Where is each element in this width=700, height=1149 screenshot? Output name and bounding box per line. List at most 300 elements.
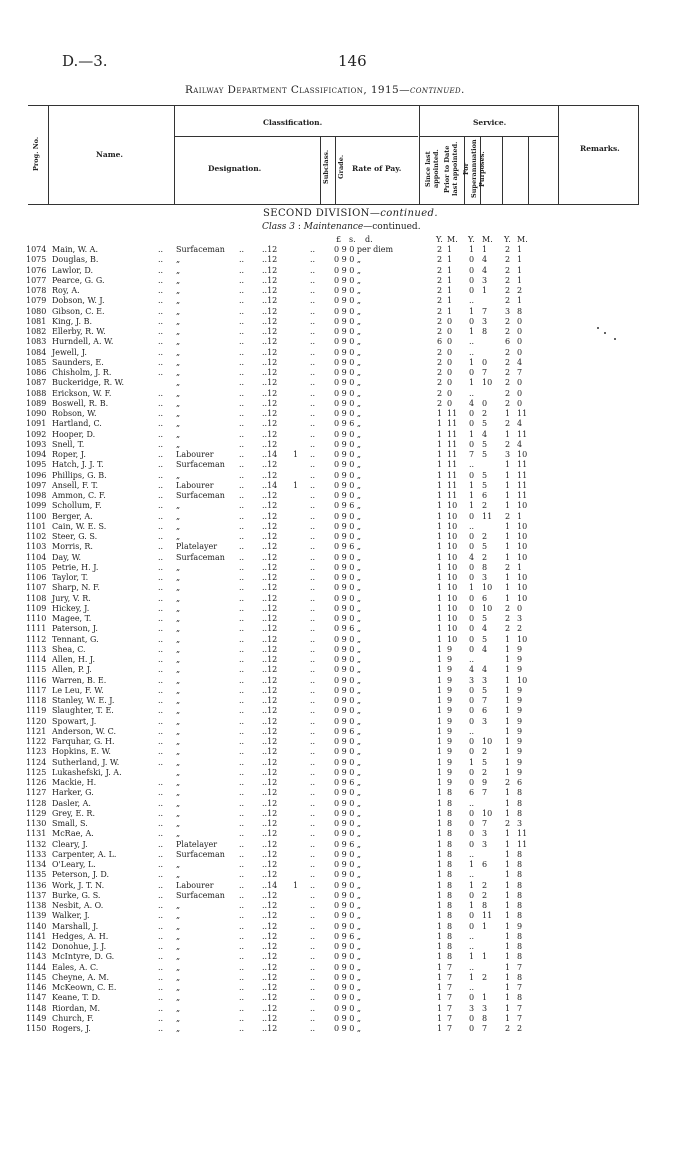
table-row xyxy=(0,286,700,296)
table-row xyxy=(0,1004,700,1014)
super-months: 10 xyxy=(517,542,528,552)
rate-of-pay: 0 9 6 „ xyxy=(334,839,362,849)
leader-dots: .. xyxy=(158,901,164,910)
prior-months: 7 xyxy=(482,819,488,828)
designation: „ xyxy=(176,501,181,511)
employee-name: Sutherland, J. W. xyxy=(52,757,120,767)
since-months: 7 xyxy=(447,983,453,992)
leader-dots: .. xyxy=(310,491,316,500)
since-months: 0 xyxy=(447,357,453,367)
rate-of-pay: 0 9 0 „ xyxy=(334,398,362,408)
super-months: 11 xyxy=(517,460,528,470)
prog-no: 1104 xyxy=(26,552,47,562)
prior-months: 3 xyxy=(482,573,488,582)
leader-dots: .. xyxy=(310,429,316,439)
rate-of-pay: 0 9 0 „ xyxy=(334,552,362,562)
since-years: 1 xyxy=(437,1024,443,1033)
leader-dots: .. xyxy=(158,778,164,787)
super-years: 1 xyxy=(505,993,511,1003)
prog-no: 1105 xyxy=(26,562,47,572)
since-years: 1 xyxy=(437,819,443,828)
leader-dots: .. xyxy=(239,665,245,675)
employee-name: Hopkins, E. W. xyxy=(52,747,111,757)
employee-name: Lawlor, D. xyxy=(52,265,94,275)
prior-months: 5 xyxy=(482,757,488,767)
table-row xyxy=(0,266,700,276)
prior-years: 7 xyxy=(469,450,475,459)
leader-dots: .. xyxy=(158,327,164,336)
super-years: 1 xyxy=(505,685,511,695)
designation: „ xyxy=(176,603,181,613)
leader-dots: .. xyxy=(158,1003,164,1013)
employee-name: Erickson, W. F. xyxy=(52,388,112,398)
super-years: 2 xyxy=(505,614,511,623)
super-months: 10 xyxy=(517,634,528,644)
leader-dots: .. xyxy=(310,901,316,910)
super-months: 11 xyxy=(517,829,528,839)
since-years: 1 xyxy=(437,972,443,982)
super-months: 10 xyxy=(517,521,528,531)
super-years: 2 xyxy=(505,419,511,429)
subclass: ..12 xyxy=(262,644,278,654)
super-months: 9 xyxy=(517,921,523,931)
super-years: 1 xyxy=(505,542,511,552)
prior-years: 0 xyxy=(469,921,475,931)
since-years: 1 xyxy=(437,439,443,449)
leader-dots: .. xyxy=(239,685,245,695)
super-years: 2 xyxy=(505,1024,511,1033)
leader-dots: .. xyxy=(158,245,164,254)
prior-years: .. xyxy=(469,655,475,664)
since-months: 11 xyxy=(447,409,458,418)
prior-months: 2 xyxy=(482,890,488,900)
super-months: 3 xyxy=(517,614,523,623)
super-months: 9 xyxy=(517,665,523,675)
leader-dots: .. xyxy=(239,286,245,295)
leader-dots: .. xyxy=(310,562,316,572)
subclass: ..12 xyxy=(262,552,278,562)
employee-name: Hooper, D. xyxy=(52,429,96,439)
prior-years: 1 xyxy=(469,952,475,962)
designation: „ xyxy=(176,296,181,306)
col-grade: Grade. xyxy=(337,154,345,180)
prior-years: .. xyxy=(469,962,475,972)
leader-dots: .. xyxy=(239,378,245,388)
leader-dots: .. xyxy=(158,921,164,931)
leader-dots: .. xyxy=(310,757,316,767)
prior-years: 0 xyxy=(469,419,475,429)
prior-months: 4 xyxy=(482,624,488,634)
subclass: ..12 xyxy=(262,603,278,613)
document-code: D.—3. xyxy=(62,52,108,70)
employee-name: Main, W. A. xyxy=(52,245,98,254)
prior-years: 0 xyxy=(469,286,475,295)
prior-years: .. xyxy=(469,460,475,470)
designation: „ xyxy=(176,655,181,664)
rate-of-pay: 0 9 0 „ xyxy=(334,357,362,367)
rate-of-pay: 0 9 0 „ xyxy=(334,860,362,869)
rate-of-pay: 0 9 0 „ xyxy=(334,901,362,910)
employee-name: Berger, A. xyxy=(52,511,93,521)
leader-dots: .. xyxy=(158,972,164,982)
prog-no: 1106 xyxy=(26,573,47,582)
super-months: 10 xyxy=(517,532,528,541)
table-row xyxy=(0,419,700,429)
super-years: 1 xyxy=(505,655,511,664)
super-years: 1 xyxy=(505,532,511,541)
prior-years: 0 xyxy=(469,1013,475,1023)
prog-no: 1075 xyxy=(26,255,47,265)
table-row xyxy=(0,737,700,747)
prior-months: 7 xyxy=(482,306,488,316)
super-months: 7 xyxy=(517,983,523,992)
since-years: 1 xyxy=(437,675,443,685)
employee-name: Small, S. xyxy=(52,819,88,828)
since-months: 10 xyxy=(447,593,458,603)
rate-of-pay: 0 9 0 „ xyxy=(334,562,362,572)
designation: „ xyxy=(176,1013,181,1023)
employee-name: Jury, V. R. xyxy=(52,593,91,603)
leader-dots: .. xyxy=(158,737,164,746)
subclass: ..12 xyxy=(262,634,278,644)
designation: „ xyxy=(176,962,181,972)
unit-y3: Y. xyxy=(504,235,511,244)
super-months: 10 xyxy=(517,450,528,459)
super-months: 0 xyxy=(517,327,523,336)
since-months: 10 xyxy=(447,603,458,613)
subclass: ..12 xyxy=(262,532,278,541)
class-continued: —continued. xyxy=(363,222,421,232)
unit-pounds: £ xyxy=(336,235,342,244)
division-heading xyxy=(263,208,438,219)
super-months: 0 xyxy=(517,398,523,408)
table-row xyxy=(0,563,700,573)
employee-name: Keane, T. D. xyxy=(52,993,101,1003)
prior-years: 1 xyxy=(469,757,475,767)
subclass: ..12 xyxy=(262,255,278,265)
subclass: ..14 xyxy=(262,880,278,890)
super-months: 8 xyxy=(517,860,523,869)
subclass: ..12 xyxy=(262,675,278,685)
leader-dots: .. xyxy=(310,890,316,900)
prog-no: 1150 xyxy=(26,1024,47,1033)
prog-no: 1127 xyxy=(26,788,47,798)
leader-dots: .. xyxy=(158,665,164,675)
since-months: 0 xyxy=(447,398,453,408)
unit-shillings: s. xyxy=(349,235,356,244)
leader-dots: .. xyxy=(310,911,316,921)
page-title xyxy=(185,84,465,96)
super-years: 1 xyxy=(505,962,511,972)
since-years: 1 xyxy=(437,552,443,562)
table-row xyxy=(0,471,700,481)
leader-dots: .. xyxy=(158,644,164,654)
super-years: 1 xyxy=(505,952,511,962)
super-months: 0 xyxy=(517,316,523,326)
rate-of-pay: 0 9 0 „ xyxy=(334,583,362,593)
leader-dots: .. xyxy=(310,409,316,418)
leader-dots: .. xyxy=(158,860,164,869)
rate-of-pay: 0 9 0 „ xyxy=(334,378,362,388)
employee-name: Nesbit, A. O. xyxy=(52,901,104,910)
since-months: 7 xyxy=(447,962,453,972)
prior-months: 7 xyxy=(482,788,488,798)
leader-dots: .. xyxy=(239,675,245,685)
prog-no: 1115 xyxy=(26,665,47,675)
table-row xyxy=(0,952,700,962)
super-years: 3 xyxy=(505,450,511,459)
prog-no: 1149 xyxy=(26,1013,47,1023)
prior-years: 1 xyxy=(469,306,475,316)
leader-dots: .. xyxy=(310,296,316,306)
since-months: 8 xyxy=(447,901,453,910)
since-months: 8 xyxy=(447,911,453,921)
super-years: 1 xyxy=(505,849,511,859)
designation: „ xyxy=(176,829,181,839)
prog-no: 1112 xyxy=(26,634,47,644)
prog-no: 1141 xyxy=(26,931,47,941)
designation: Surfaceman xyxy=(176,849,225,859)
super-years: 2 xyxy=(505,245,511,254)
since-months: 10 xyxy=(447,532,458,541)
designation: „ xyxy=(176,726,181,736)
since-years: 2 xyxy=(437,316,443,326)
subclass: ..12 xyxy=(262,398,278,408)
prior-months: 10 xyxy=(482,583,493,593)
subclass: ..12 xyxy=(262,685,278,695)
subclass: ..12 xyxy=(262,972,278,982)
designation: „ xyxy=(176,901,181,910)
employee-name: Cain, W. E. S. xyxy=(52,521,107,531)
subclass: ..12 xyxy=(262,429,278,439)
subclass: ..12 xyxy=(262,860,278,869)
prior-months: 4 xyxy=(482,665,488,675)
subclass: ..12 xyxy=(262,409,278,418)
super-months: 0 xyxy=(517,388,523,398)
since-years: 1 xyxy=(437,870,443,880)
since-months: 0 xyxy=(447,337,453,347)
super-months: 0 xyxy=(517,603,523,613)
prior-years: .. xyxy=(469,388,475,398)
class-label: Class 3 xyxy=(262,222,295,232)
employee-name: Dasler, A. xyxy=(52,798,91,808)
leader-dots: .. xyxy=(158,480,164,490)
table-row xyxy=(0,1014,700,1024)
prior-months: 2 xyxy=(482,767,488,777)
subclass: ..12 xyxy=(262,501,278,511)
table-row xyxy=(0,378,700,388)
leader-dots: .. xyxy=(239,245,245,254)
leader-dots: .. xyxy=(239,470,245,480)
leader-dots: .. xyxy=(310,644,316,654)
since-years: 1 xyxy=(437,931,443,941)
since-years: 1 xyxy=(437,737,443,746)
table-row xyxy=(0,758,700,768)
leader-dots: .. xyxy=(310,685,316,695)
leader-dots: .. xyxy=(310,450,316,459)
prior-years: .. xyxy=(469,798,475,808)
table-row xyxy=(0,881,700,891)
designation: „ xyxy=(176,1024,181,1033)
prog-no: 1121 xyxy=(26,726,47,736)
prior-years: 0 xyxy=(469,839,475,849)
employee-name: Petrie, H. J. xyxy=(52,562,99,572)
designation: „ xyxy=(176,583,181,593)
since-months: 1 xyxy=(447,296,453,306)
employee-name: Morris, R. xyxy=(52,542,93,552)
prog-no: 1096 xyxy=(26,470,47,480)
leader-dots: .. xyxy=(158,532,164,541)
designation: Platelayer xyxy=(176,839,218,849)
leader-dots: .. xyxy=(310,357,316,367)
designation: „ xyxy=(176,634,181,644)
super-years: 1 xyxy=(505,480,511,490)
since-years: 6 xyxy=(437,337,443,347)
leader-dots: .. xyxy=(239,808,245,818)
rate-of-pay: 0 9 6 „ xyxy=(334,542,362,552)
super-months: 10 xyxy=(517,583,528,593)
prior-months: 4 xyxy=(482,255,488,265)
designation: „ xyxy=(176,337,181,347)
super-months: 10 xyxy=(517,573,528,582)
prog-no: 1147 xyxy=(26,993,47,1003)
leader-dots: .. xyxy=(310,962,316,972)
leader-dots: .. xyxy=(158,521,164,531)
leader-dots: .. xyxy=(310,737,316,746)
since-months: 10 xyxy=(447,634,458,644)
leader-dots: .. xyxy=(158,450,164,459)
grade: 1 xyxy=(293,480,299,490)
since-months: 8 xyxy=(447,870,453,880)
prior-years: 6 xyxy=(469,788,475,798)
prior-months: 6 xyxy=(482,706,488,716)
leader-dots: .. xyxy=(239,655,245,664)
prog-no: 1085 xyxy=(26,357,47,367)
super-years: 2 xyxy=(505,316,511,326)
since-months: 8 xyxy=(447,880,453,890)
leader-dots: .. xyxy=(239,521,245,531)
since-months: 9 xyxy=(447,665,453,675)
leader-dots: .. xyxy=(239,737,245,746)
since-months: 9 xyxy=(447,778,453,787)
rate-of-pay: 0 9 0 „ xyxy=(334,1013,362,1023)
super-months: 2 xyxy=(517,624,523,634)
rate-of-pay: 0 9 0 „ xyxy=(334,347,362,357)
since-years: 2 xyxy=(437,327,443,336)
leader-dots: .. xyxy=(158,716,164,726)
prog-no: 1091 xyxy=(26,419,47,429)
leader-dots: .. xyxy=(239,921,245,931)
super-months: 8 xyxy=(517,798,523,808)
designation: Labourer xyxy=(176,450,214,459)
table-row xyxy=(0,870,700,880)
prior-years: .. xyxy=(469,347,475,357)
since-years: 1 xyxy=(437,849,443,859)
super-years: 3 xyxy=(505,306,511,316)
table-row xyxy=(0,778,700,788)
since-years: 2 xyxy=(437,245,443,254)
prior-years: 0 xyxy=(469,644,475,654)
leader-dots: .. xyxy=(239,603,245,613)
super-years: 6 xyxy=(505,337,511,347)
designation: „ xyxy=(176,819,181,828)
prior-months: 5 xyxy=(482,614,488,623)
leader-dots: .. xyxy=(158,542,164,552)
prior-months: 7 xyxy=(482,696,488,705)
employee-name: Riordan, M. xyxy=(52,1003,101,1013)
rate-of-pay: 0 9 0 „ xyxy=(334,470,362,480)
since-years: 1 xyxy=(437,573,443,582)
rate-of-pay: 0 9 0 „ xyxy=(334,1024,362,1033)
employee-name: Anderson, W. C. xyxy=(52,726,117,736)
leader-dots: .. xyxy=(158,306,164,316)
prior-years: 0 xyxy=(469,993,475,1003)
designation: „ xyxy=(176,737,181,746)
leader-dots: .. xyxy=(310,798,316,808)
super-years: 2 xyxy=(505,296,511,306)
leader-dots: .. xyxy=(158,685,164,695)
super-years: 1 xyxy=(505,696,511,705)
leader-dots: .. xyxy=(310,275,316,285)
prior-years: 0 xyxy=(469,316,475,326)
super-months: 8 xyxy=(517,901,523,910)
since-years: 2 xyxy=(437,357,443,367)
super-months: 2 xyxy=(517,1024,523,1033)
since-months: 10 xyxy=(447,552,458,562)
rate-of-pay: 0 9 0 „ xyxy=(334,993,362,1003)
prior-years: 1 xyxy=(469,583,475,593)
leader-dots: .. xyxy=(158,819,164,828)
prog-no: 1081 xyxy=(26,316,47,326)
subclass: ..12 xyxy=(262,511,278,521)
leader-dots: .. xyxy=(310,829,316,839)
table-row xyxy=(0,327,700,337)
rate-of-pay: 0 9 0 „ xyxy=(334,511,362,521)
leader-dots: .. xyxy=(239,696,245,705)
since-years: 2 xyxy=(437,296,443,306)
prior-years: 1 xyxy=(469,491,475,500)
employee-name: Farquhar, G. H. xyxy=(52,737,115,746)
grade: 1 xyxy=(293,880,299,890)
super-months: 11 xyxy=(517,480,528,490)
employee-name: Le Leu, F. W. xyxy=(52,685,104,695)
leader-dots: .. xyxy=(158,983,164,992)
table-row xyxy=(0,829,700,839)
leader-dots: .. xyxy=(158,603,164,613)
prior-years: 0 xyxy=(469,573,475,582)
since-years: 1 xyxy=(437,429,443,439)
prior-years: 0 xyxy=(469,890,475,900)
since-months: 1 xyxy=(447,245,453,254)
designation: „ xyxy=(176,870,181,880)
prior-months: 3 xyxy=(482,829,488,839)
leader-dots: .. xyxy=(239,368,245,377)
since-years: 1 xyxy=(437,952,443,962)
table-row xyxy=(0,860,700,870)
leader-dots: .. xyxy=(158,880,164,890)
subclass: ..12 xyxy=(262,316,278,326)
super-months: 0 xyxy=(517,378,523,388)
super-months: 7 xyxy=(517,1003,523,1013)
prog-no: 1120 xyxy=(26,716,47,726)
employee-name: Hedges, A. H. xyxy=(52,931,109,941)
since-months: 11 xyxy=(447,491,458,500)
subclass: ..12 xyxy=(262,962,278,972)
designation: „ xyxy=(176,511,181,521)
leader-dots: .. xyxy=(239,819,245,828)
super-years: 1 xyxy=(505,942,511,951)
table-row xyxy=(0,901,700,911)
